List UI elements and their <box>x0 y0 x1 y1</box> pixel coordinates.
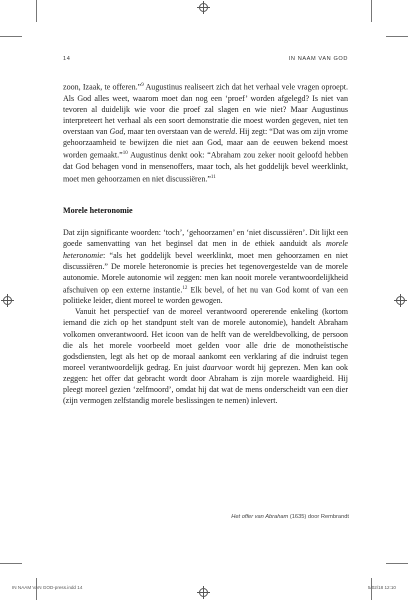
registration-mark-bottom <box>199 588 208 597</box>
paragraph: Dat zijn significante woorden: ‘toch’, ‘gehoorzamen’ en ‘niet discussiëren’. Dit lijkt een goede samenvatting van het beginsel dat men in de ethiek aanduidt als morele heteronomie: “als het goddelijk bevel weerklinkt, moet men gehoorzamen en niet discussiëren.” De morele heteronomie is precies het tegenovergestelde van de morele autonomie. Morele autonomie wil zeggen: men kan nooit morele verantwoordelijkheid afschuiven op een externe instantie.$^{12}$ Elk bevel, of het nu van God komt of van een politieke leider, dient moreel te worden gewogen. <box>63 228 349 306</box>
crop-mark <box>386 36 408 37</box>
crop-mark <box>371 0 372 22</box>
registration-mark-right <box>396 296 405 305</box>
footnote-ref[interactable]: 12 <box>182 285 188 291</box>
registration-mark-left <box>3 296 12 305</box>
paragraph: zoon, Izaak, te offeren.”$^9$ Augustinus realiseert zich dat het verhaal vele vragen oproept. Als God alles weet, waarom moet dan nog een ‘proef’ worden afgelegd? Is niet van tevoren al duidelijk wie voor die proef zal slagen en wie niet? Maar Augustinus interpreteert het verhaal als een soort demonstratie die moest worden gegeven, niet ten overstaan van God, maar ten overstaan van de wereld. Hij zegt: “Dat was om zijn vrome gehoorzaamheid te bewijzen die niet aan God, maar aan de eeuwen bekend moest worden gemaakt.”$^{10}$ Augustinus denkt ook: “Abraham zou zeker nooit geloofd hebben dat God behagen vond in mensenoffers, maar toch, als het goddelijk bevel weerklinkt, moet men gehoorzamen en niet discussiëren.”$^{11}$ <box>63 82 349 184</box>
image-caption: Het offer van Abraham (1635) door Rembrandt <box>231 514 349 520</box>
slug-filename: IN NAAM VAN GOD-press.indd 14 <box>12 585 83 590</box>
section-heading: Morele heteronomie <box>63 206 133 216</box>
footnote-ref[interactable]: 9 <box>141 83 144 88</box>
crop-mark <box>386 563 408 564</box>
crop-mark <box>0 36 22 37</box>
running-title: IN NAAM VAN GOD <box>288 56 348 62</box>
footnote-ref[interactable]: 11 <box>210 174 216 180</box>
registration-mark-top <box>199 3 208 12</box>
slug-datetime: 5/02/18 12:10 <box>367 585 396 590</box>
crop-mark <box>36 0 37 22</box>
footnote-ref[interactable]: 10 <box>122 150 128 156</box>
page-number: 14 <box>63 56 71 62</box>
paragraph: Vanuit het perspectief van de moreel verantwoord opererende enkeling (kortom iemand die zich op het standpunt stelt van de morele autonomie), handelt Abraham volkomen onverantwoord. Het icoon van de helft van de wereldbevolking, de persoon die als het morele voorbeeld moet gelden voor alle drie de monotheïstische godsdiensten, legt als het op de moraal aankomt een verklaring af die indruist tegen moreel verantwoordelijk gedrag. En juist daarvoor wordt hij geprezen. Men kan ook zeggen: het offer dat gebracht wordt door Abraham is zijn morele waardigheid. Hij pleegt moreel gezien ‘zelfmoord’, omdat hij dat wat de mens onderscheidt van een dier (zijn vermogen zelfstandig morele beslissingen te nemen) inlevert. <box>63 307 348 405</box>
body-text <box>63 80 348 406</box>
crop-mark <box>0 563 22 564</box>
